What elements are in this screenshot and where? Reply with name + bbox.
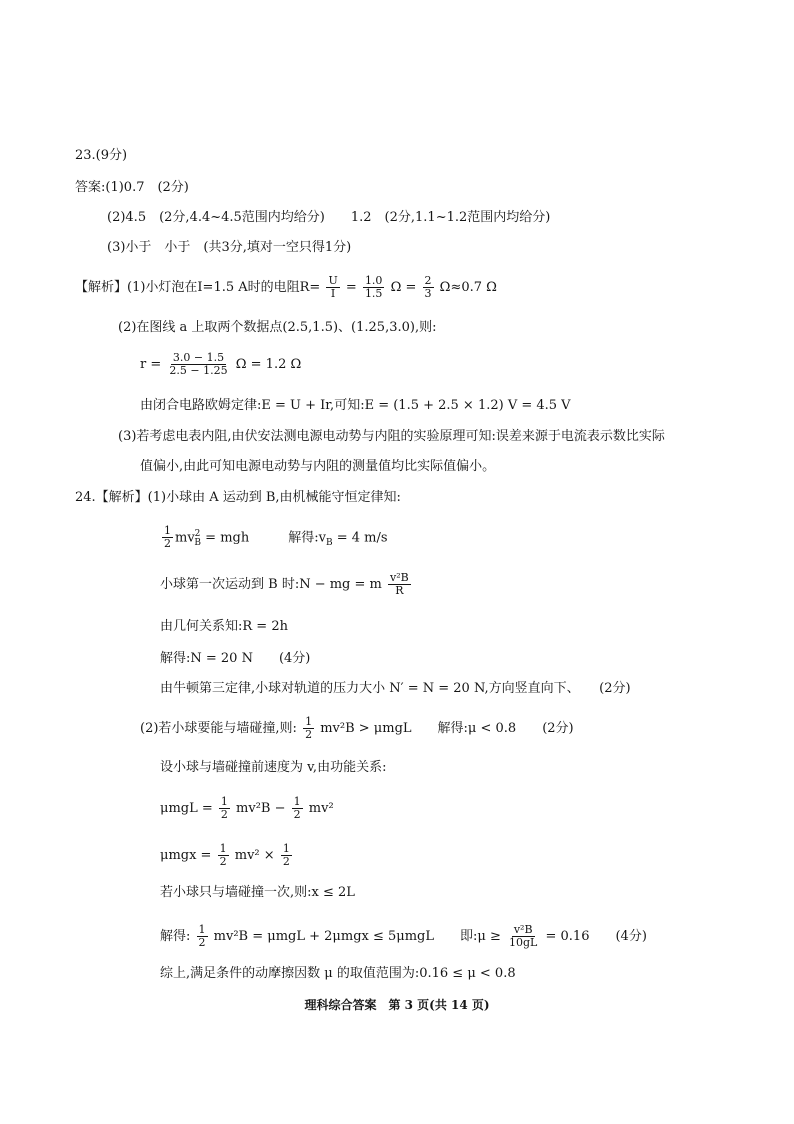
- solve2-fraction-half: $\frac{1}{2}$: [198, 923, 206, 949]
- set-velocity-line: 设小球与墙碰撞前速度为 v,由功能关系:: [160, 760, 387, 775]
- geometry-line: 由几何关系知:R = 2h: [160, 619, 288, 634]
- q23-analysis-2: (2)在图线 a 上取两个数据点(2.5,1.5)、(1.25,3.0),则:: [118, 320, 437, 335]
- q23-answer-1: 答案:(1)0.7 (2分): [75, 180, 189, 195]
- eq2-fraction-b: $\frac{1}{2}$: [282, 842, 290, 868]
- newton-third-law-line: 由牛顿第三定律,小球对轨道的压力大小 N′ = N = 20 N,方向竖直向下、 (2分): [160, 681, 631, 696]
- solve2-tail: = 0.16 (4分): [545, 929, 647, 944]
- vb-result: = 4 m/s: [336, 530, 388, 546]
- fraction-vb2-over-r: $\frac{\text{v²B}}{R}$: [390, 571, 409, 597]
- work-energy-equation-2: [160, 843, 294, 868]
- fraction-r: $\frac{3.0 - 1.5}{2.5 - 1.25}$: [169, 351, 228, 377]
- eq1-mid: mv²B −: [236, 801, 286, 816]
- vb-sub: B: [325, 537, 333, 548]
- fraction-half: $\frac{1}{2}$: [164, 524, 171, 551]
- mv-term: mv: [175, 530, 195, 546]
- ohm-law-line: 由闭合电路欧姆定律:E = U + Ir,可知:E = (1.5 + 2.5 × 1.2) V = 4.5 V: [140, 398, 571, 413]
- fraction-u-over-i: $\frac{U}{I}$: [328, 274, 338, 300]
- q23-answer-3: (3)小于 小于 (共3分,填对一空只得1分): [107, 240, 352, 255]
- q23-analysis-1: [75, 275, 497, 300]
- work-energy-equation-1: [160, 796, 334, 821]
- fraction-1-0-over-1-5: $\frac{1.0}{1.5}$: [364, 274, 383, 300]
- equals-sign: =: [345, 280, 357, 295]
- energy-conservation-equation: [160, 524, 388, 553]
- eq2-mid: mv² ×: [234, 848, 275, 863]
- r-label: r =: [140, 357, 162, 372]
- page-footer: 理科综合答案 第 3 页(共 14 页): [304, 998, 490, 1012]
- part2-prefix: (2)若小球要能与墙碰撞,则:: [140, 721, 297, 736]
- internal-resistance-equation: [140, 352, 301, 377]
- q24-heading: 24.【解析】(1)小球由 A 运动到 B,由机械能守恒定律知:: [75, 490, 401, 505]
- analysis-1-mid: I=1.5 A时的电阻R=: [197, 280, 321, 295]
- eq1-fraction-b: $\frac{1}{2}$: [293, 795, 301, 821]
- eq1-fraction-a: $\frac{1}{2}$: [220, 795, 228, 821]
- solve-n-line: 解得:N = 20 N (4分): [160, 651, 311, 666]
- solve2-mid: mv²B = μmgL + 2μmgx ≤ 5μmgL 即:μ ≥: [213, 929, 501, 944]
- first-at-b-equation: [160, 572, 413, 597]
- q23-answer-2: (2)4.5 (2分,4.4~4.5范围内均给分) 1.2 (2分,1.1~1.2范围内均给分): [107, 210, 551, 225]
- q23-analysis-3b: 值偏小,由此可知电源电动势与内阻的测量值均比实际值偏小。: [140, 459, 496, 474]
- resistance-result: Ω≈0.7 Ω: [439, 280, 497, 295]
- r-result: Ω = 1.2 Ω: [235, 357, 302, 372]
- q23-analysis-3a: (3)若考虑电表内阻,由伏安法测电源电动势与内阻的实验原理可知:误差来源于电流表示数比实际: [118, 429, 665, 444]
- eq2-fraction-a: $\frac{1}{2}$: [219, 842, 227, 868]
- energy-rhs: = mgh 解得:v: [205, 530, 326, 546]
- collide-once-line: 若小球只与墙碰撞一次,则:x ≤ 2L: [160, 885, 355, 900]
- fraction-half-2: $\frac{1}{2}$: [305, 715, 313, 741]
- ohm-equals: Ω =: [390, 280, 417, 295]
- part2-condition-line: [140, 716, 574, 741]
- b-sub: B: [194, 537, 202, 548]
- analysis-1-prefix: 【解析】(1)小灯泡在: [75, 280, 198, 295]
- solve2-prefix: 解得:: [160, 929, 191, 944]
- fraction-2-over-3: $\frac{2}{3}$: [424, 274, 432, 300]
- q23-heading: 23.(9分): [75, 148, 128, 163]
- square-sup: 2: [194, 529, 201, 539]
- solve-mu-line: [160, 924, 647, 949]
- solve2-fraction-vb2-over-10gl: $\frac{\text{v²B}}{10gL}$: [509, 923, 538, 949]
- eq1-prefix: μmgL =: [160, 801, 213, 816]
- eq2-prefix: μmgx =: [160, 848, 212, 863]
- first-at-b-text: 小球第一次运动到 B 时:N − mg = m: [160, 577, 382, 592]
- part2-inequality: mv²B > μmgL 解得:μ < 0.8 (2分): [320, 721, 574, 736]
- summary-line: 综上,满足条件的动摩擦因数 μ 的取值范围为:0.16 ≤ μ < 0.8: [160, 966, 516, 981]
- eq1-tail: mv²: [308, 801, 334, 816]
